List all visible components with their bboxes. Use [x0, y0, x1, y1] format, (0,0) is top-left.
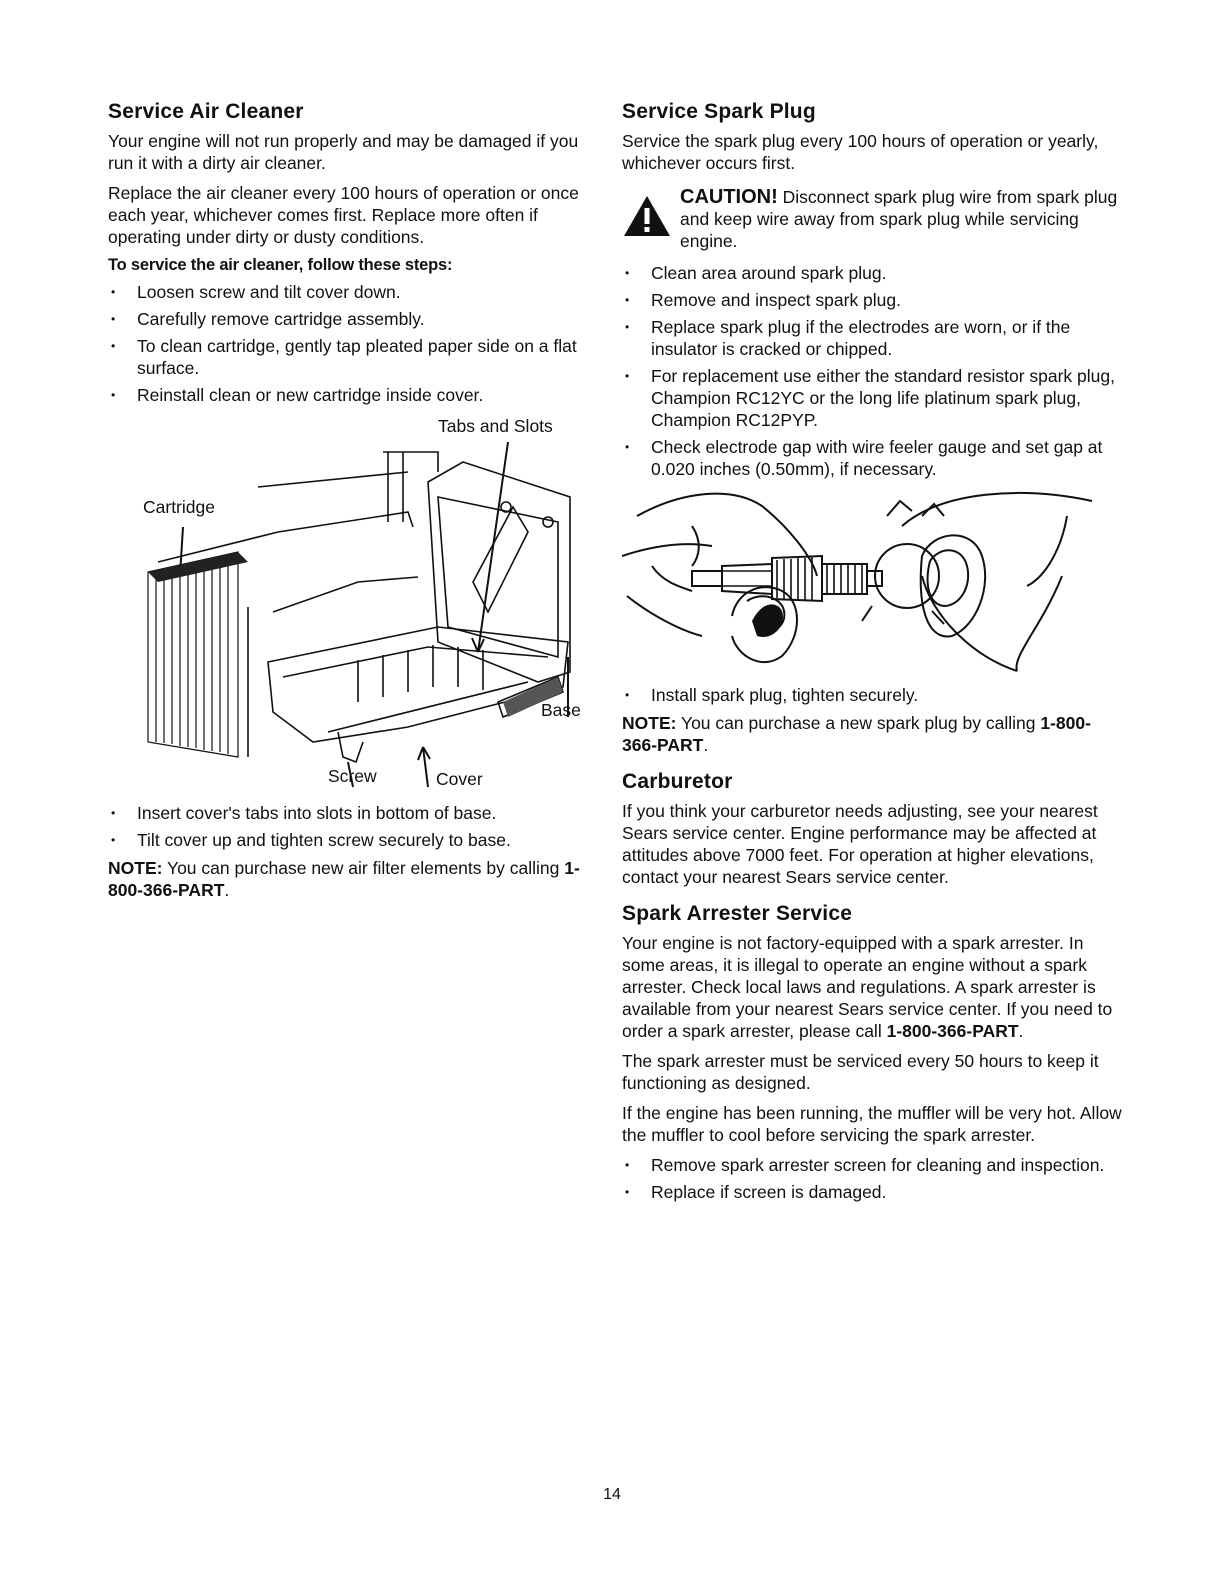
- spark-plug-heading: Service Spark Plug: [622, 100, 816, 123]
- caution-body: Disconnect spark plug wire from spark plug and keep wire away from spark plug while servicing engine.: [680, 187, 1118, 251]
- list-item: • Insert cover's tabs into slots in bottom of base.: [108, 802, 596, 824]
- list-item: • Replace spark plug if the electrodes are worn, or if the insulator is cracked or chipped.: [622, 316, 1122, 360]
- list-item: • Reinstall clean or new cartridge inside cover.: [108, 384, 596, 406]
- spark-arrester-intro: [622, 932, 1122, 1042]
- air-cleaner-intro: Your engine will not run properly and may be damaged if you run it with a dirty air cleaner.: [108, 131, 579, 173]
- warning-triangle-icon: [622, 194, 672, 238]
- note-label: NOTE:: [622, 713, 677, 733]
- spark-plug-figure: [622, 486, 1102, 676]
- phone-number: 1-800-366-PART: [622, 713, 1091, 755]
- air-cleaner-heading: Service Air Cleaner: [108, 100, 304, 123]
- spark-plug-interval: Service the spark plug every 100 hours of operation or yearly, whichever occurs first.: [622, 131, 1099, 173]
- list-item: • Install spark plug, tighten securely.: [622, 684, 1122, 706]
- spark-arrester-intro-end: .: [1018, 1021, 1024, 1041]
- list-item: • Carefully remove cartridge assembly.: [108, 308, 596, 330]
- list-item: • Remove spark arrester screen for cleaning and inspection.: [622, 1154, 1122, 1176]
- phone-number: 1-800-366-PART: [108, 858, 580, 900]
- spark-arrester-intro-text: Your engine is not factory-equipped with a spark arrester. In some areas, it is illegal to operate an engine without a spark arrester. Check local laws and regulations. A spark arrester is available from your nearest Sears service center. If you need to order a spark arrester, please call: [622, 933, 1113, 1041]
- air-cleaner-replace-interval: Replace the air cleaner every 100 hours of operation or once each year, whichever comes first. Replace more often if operating under dirty or dusty conditions.: [108, 183, 579, 247]
- base-label: Base: [541, 700, 581, 720]
- right-column: [622, 100, 1122, 1209]
- cover-label: Cover: [436, 769, 483, 789]
- spark-plug-install-steps: [622, 684, 1122, 706]
- page-number: 14: [603, 1486, 621, 1503]
- note-text: You can purchase new air filter elements by calling: [162, 858, 565, 878]
- phone-number: 1-800-366-PART: [886, 1021, 1019, 1041]
- air-cleaner-figure: [108, 412, 596, 794]
- list-item: • To clean cartridge, gently tap pleated paper side on a flat surface.: [108, 335, 596, 379]
- cartridge-label: Cartridge: [143, 497, 215, 517]
- air-cleaner-illustration: [108, 412, 596, 794]
- spark-plug-steps: [622, 262, 1122, 480]
- spark-plug-gap-illustration: [622, 486, 1102, 676]
- tabs-and-slots-label: Tabs and Slots: [438, 416, 553, 436]
- carburetor-text: If you think your carburetor needs adjusting, see your nearest Sears service center. Engine performance may be affected at attitudes above 7000 feet. For operation at higher elevations, contact your nearest Sears service center.: [622, 801, 1098, 887]
- air-cleaner-reinstall-steps: [108, 802, 596, 851]
- note-end: .: [703, 735, 709, 755]
- list-item: • Check electrode gap with wire feeler gauge and set gap at 0.020 inches (0.50mm), if necessary.: [622, 436, 1122, 480]
- spark-arrester-interval: The spark arrester must be serviced every 50 hours to keep it functioning as designed.: [622, 1051, 1099, 1093]
- air-cleaner-note: [108, 857, 596, 901]
- note-text: You can purchase a new spark plug by calling: [676, 713, 1041, 733]
- spark-arrester-steps: [622, 1154, 1122, 1203]
- air-cleaner-steps-heading: To service the air cleaner, follow these steps:: [108, 256, 453, 274]
- spark-plug-note: [622, 712, 1122, 756]
- screw-label: Screw: [328, 766, 377, 786]
- air-cleaner-steps: [108, 281, 596, 406]
- list-item: • Loosen screw and tilt cover down.: [108, 281, 596, 303]
- list-item: • Replace if screen is damaged.: [622, 1181, 1122, 1203]
- list-item: • Clean area around spark plug.: [622, 262, 1122, 284]
- list-item: • Tilt cover up and tighten screw securely to base.: [108, 829, 596, 851]
- carburetor-heading: Carburetor: [622, 770, 733, 793]
- caution-block: [622, 186, 1122, 252]
- list-item: • For replacement use either the standard resistor spark plug, Champion RC12YC or the long life platinum spark plug, Champion RC12PYP.: [622, 365, 1122, 431]
- spark-arrester-heading: Spark Arrester Service: [622, 902, 853, 925]
- note-label: NOTE:: [108, 858, 163, 878]
- left-column: [108, 100, 596, 909]
- note-end: .: [224, 880, 230, 900]
- spark-arrester-hot-warning: If the engine has been running, the muffler will be very hot. Allow the muffler to cool before servicing the spark arrester.: [622, 1103, 1122, 1145]
- caution-label: CAUTION!: [680, 186, 778, 208]
- caution-text: [680, 186, 1122, 252]
- list-item: • Remove and inspect spark plug.: [622, 289, 1122, 311]
